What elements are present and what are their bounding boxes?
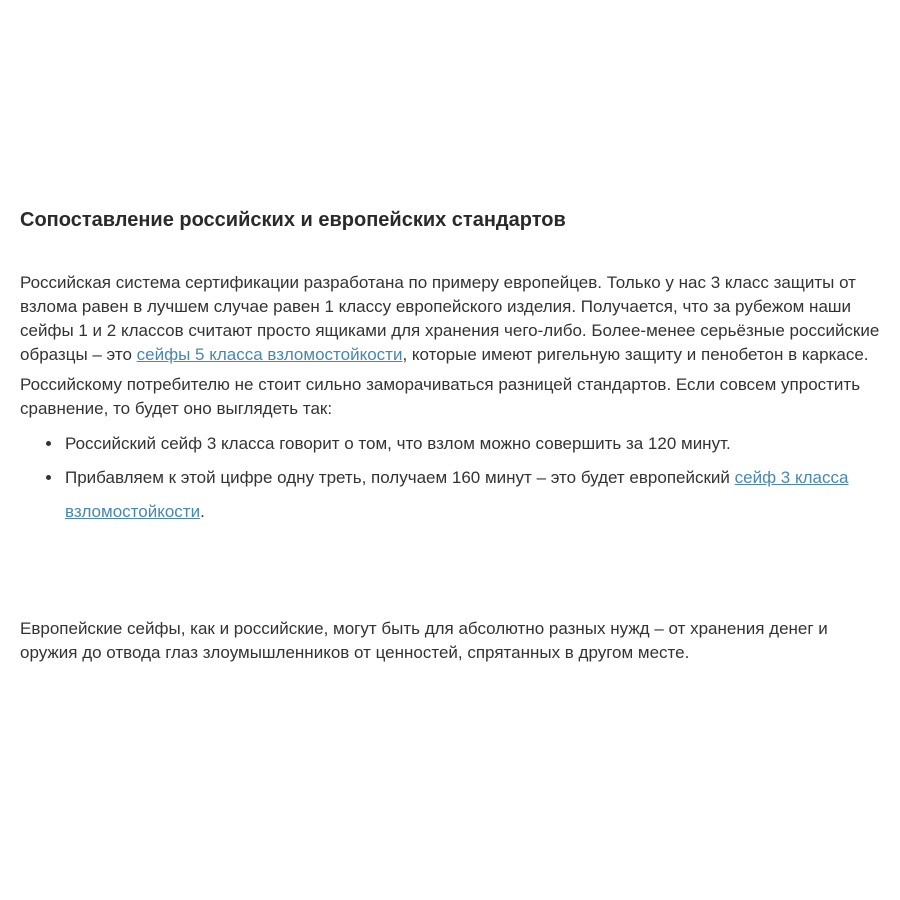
article-title: Сопоставление российских и европейских стандартов bbox=[20, 209, 566, 231]
text-segment: , которые имеют ригельную защиту и пенобетон в каркасе. bbox=[402, 345, 869, 364]
text-segment: Российскому потребителю не стоит сильно заморачиваться разницей стандартов. Если совсем упростить сравнение, то будет оно выглядеть так: bbox=[20, 375, 861, 418]
paragraph-european-safes bbox=[20, 617, 880, 665]
text-segment: Прибавляем к этой цифре одну треть, получаем 160 минут – это будет европейский bbox=[65, 468, 735, 487]
text-segment: Российская система сертификации разработана по примеру европейцев. Только у нас 3 класс защиты от взлома равен в лучшем случае равен 1 классу европейского изделия. Получается, что за рубежом наши сейфы 1 и 2 классов считают просто ящиками для хранения чего-либо. Более-менее серьёзные российские образцы – это bbox=[20, 273, 880, 364]
inline-link[interactable]: сейф 3 класса взломостойкости bbox=[65, 468, 849, 521]
comparison-list bbox=[20, 427, 880, 529]
paragraph-comparison-intro bbox=[20, 373, 880, 421]
text-segment: Российский сейф 3 класса говорит о том, что взлом можно совершить за 120 минут. bbox=[65, 434, 731, 453]
text-segment: Европейские сейфы, как и российские, могут быть для абсолютно разных нужд – от хранения денег и оружия до отвода глаз злоумышленников от ценностей, спрятанных в другом месте. bbox=[20, 619, 828, 662]
list-item-european-safe bbox=[63, 461, 880, 529]
paragraph-certification bbox=[20, 271, 880, 367]
inline-link[interactable]: сейфы 5 класса взломостойкости bbox=[136, 345, 403, 364]
list-item-russian-safe bbox=[63, 427, 880, 461]
text-segment: . bbox=[200, 502, 205, 521]
